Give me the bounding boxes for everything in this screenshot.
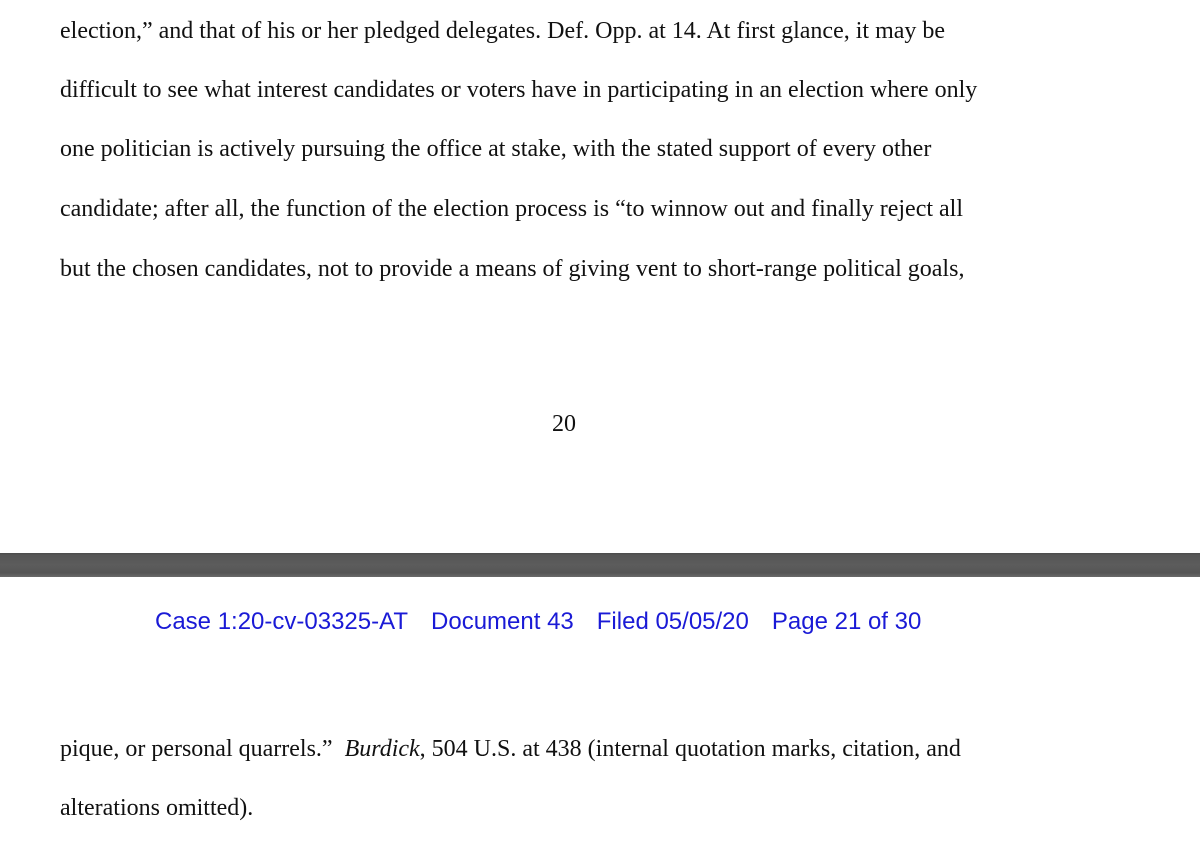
body-text-line — [60, 735, 961, 763]
body-text-line: election,” and that of his or her pledged delegates. Def. Opp. at 14. At first glance, it may be — [60, 18, 946, 44]
pdf-page-21 — [0, 577, 1200, 847]
filed-date: Filed 05/05/20 — [596, 608, 749, 635]
body-text-line: difficult to see what interest candidates or voters have in participating in an election where only — [60, 77, 978, 103]
text-segment: , 504 U.S. at 438 (internal quotation marks, citation, and — [419, 736, 961, 762]
body-text-line: alterations omitted). — [60, 795, 254, 821]
text-segment: pique, or personal quarrels.” — [60, 736, 345, 762]
page-separator — [0, 553, 1200, 577]
page-number: 20 — [552, 411, 576, 437]
document-number: Document 43 — [431, 608, 574, 635]
body-text-line: candidate; after all, the function of the election process is “to winnow out and finally reject all — [60, 196, 964, 222]
case-number: Case 1:20-cv-03325-AT — [155, 608, 409, 635]
body-text-line: one politician is actively pursuing the office at stake, with the stated support of every other — [60, 136, 932, 162]
body-text-line: but the chosen candidates, not to provide a means of giving vent to short-range political goals, — [60, 256, 965, 282]
page-count: Page 21 of 30 — [771, 608, 922, 635]
case-citation-italic: Burdick — [344, 736, 420, 762]
case-header — [155, 607, 921, 637]
